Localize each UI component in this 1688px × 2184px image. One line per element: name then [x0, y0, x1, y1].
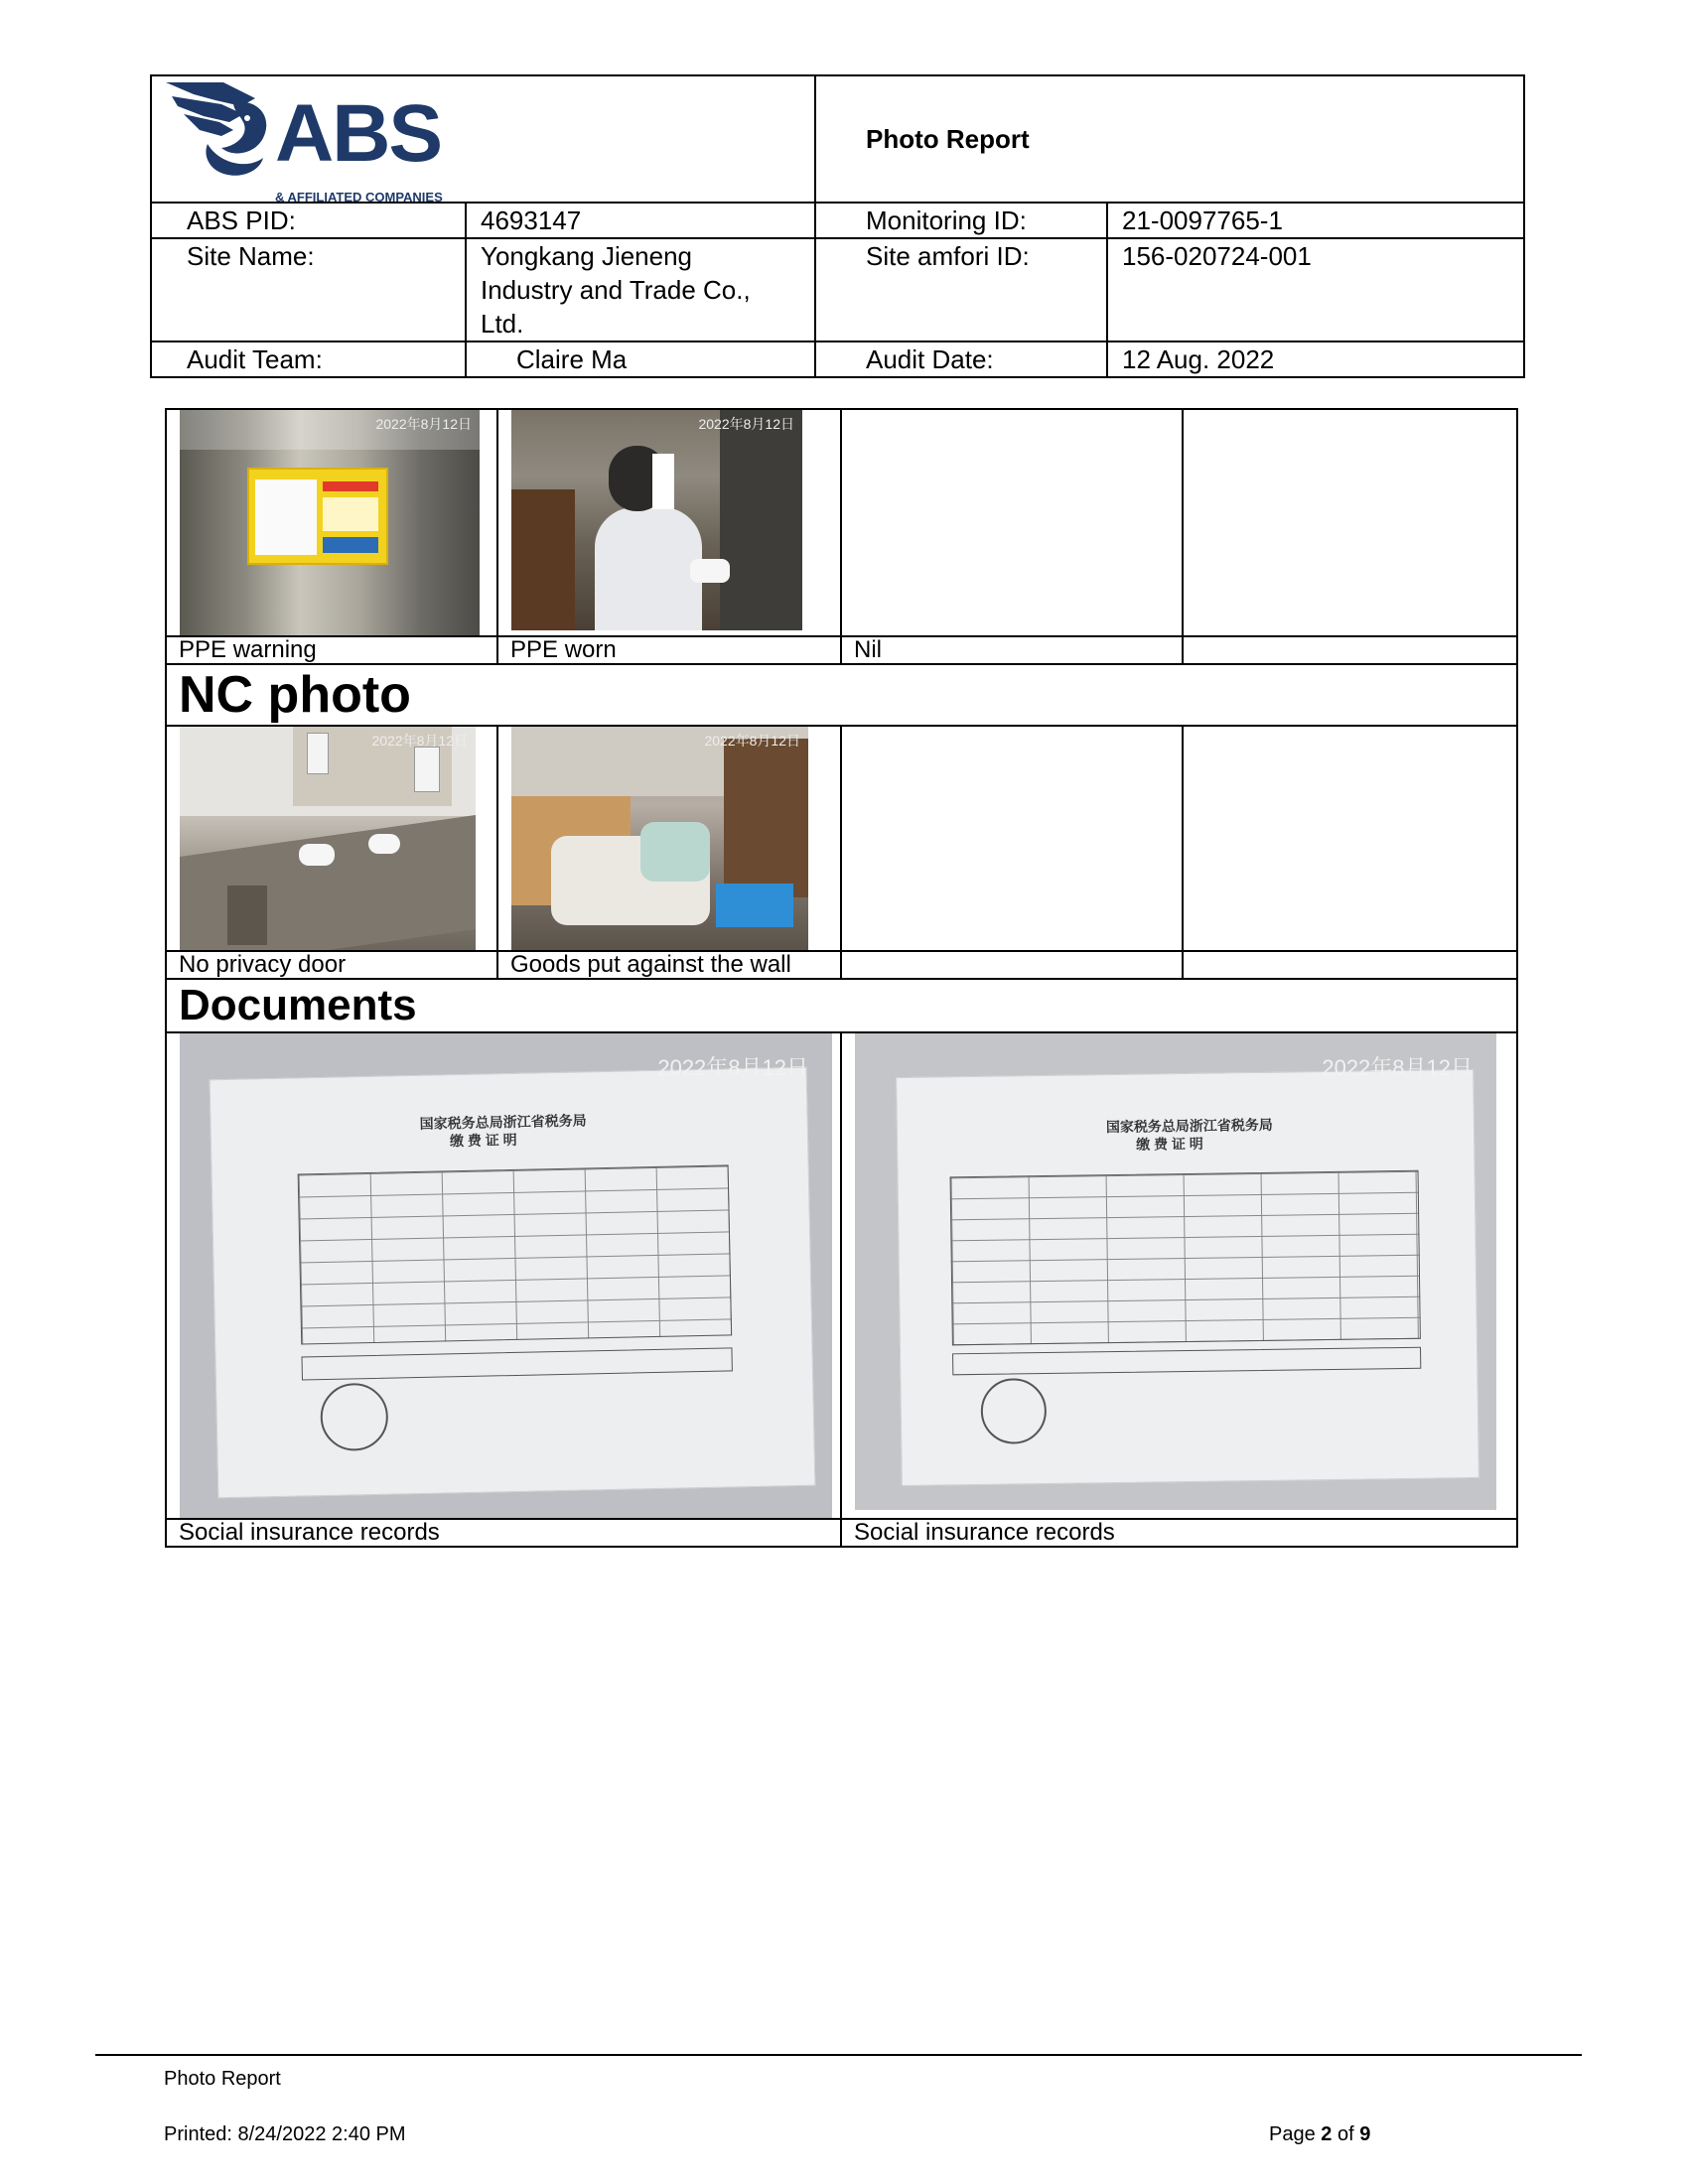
abs-logo — [164, 78, 472, 205]
face-redaction-box — [652, 454, 674, 509]
photo-cell-empty — [1183, 726, 1517, 951]
abs-pid-label: ABS PID: — [151, 203, 466, 238]
photo-caption: Nil — [841, 636, 1183, 664]
documents-heading: Documents — [166, 979, 1517, 1032]
photo-date-stamp: 2022年8月12日 — [1322, 1055, 1473, 1080]
audit-date-label: Audit Date: — [815, 341, 1107, 377]
site-name-label: Site Name: — [151, 238, 466, 341]
document-title: 国家税务总局浙江省税务局 — [1105, 1116, 1273, 1136]
photo-caption: PPE warning — [166, 636, 497, 664]
photo-date-stamp: 2022年8月12日 — [371, 733, 468, 749]
photo-cell-empty — [841, 726, 1183, 951]
squat-toilet-icon — [299, 844, 335, 866]
logo-text: ABS — [275, 88, 442, 179]
photo-caption — [1183, 951, 1517, 979]
audit-date-value: 12 Aug. 2022 — [1107, 341, 1524, 377]
goods-against-wall-photo — [511, 727, 808, 950]
social-insurance-document-photo — [180, 1033, 832, 1518]
photo-date-stamp: 2022年8月12日 — [375, 416, 472, 432]
photo-cell — [166, 409, 497, 636]
document-subtitle: 缴 费 证 明 — [1136, 1135, 1203, 1153]
site-amfori-id-value: 156-020724-001 — [1107, 238, 1524, 341]
photo-cell — [497, 726, 841, 951]
photo-caption: Social insurance records — [166, 1519, 841, 1547]
warning-sign-icon — [247, 468, 388, 565]
photo-caption: PPE worn — [497, 636, 841, 664]
photo-cell — [166, 726, 497, 951]
no-privacy-door-photo — [180, 727, 476, 950]
photo-date-stamp: 2022年8月12日 — [704, 733, 800, 749]
photo-caption — [1183, 636, 1517, 664]
photo-caption — [841, 951, 1183, 979]
report-title: Photo Report — [815, 75, 1524, 203]
nc-photo-heading: NC photo — [166, 664, 1517, 726]
audit-team-value: Claire Ma — [466, 341, 815, 377]
monitoring-id-value: 21-0097765-1 — [1107, 203, 1524, 238]
header-table — [150, 74, 1525, 378]
logo-subtext: & AFFILIATED COMPANIES — [275, 190, 443, 205]
ppe-warning-photo — [180, 410, 480, 635]
page-number: Page 2 of 9 — [1269, 2123, 1371, 2145]
document-photo-cell — [166, 1032, 841, 1519]
audit-team-label: Audit Team: — [151, 341, 466, 377]
ppe-worn-photo — [511, 410, 802, 630]
worker-figure — [595, 507, 702, 630]
photo-date-stamp: 2022年8月12日 — [657, 1055, 808, 1080]
document-table — [298, 1164, 733, 1344]
footer-divider — [95, 2054, 1582, 2056]
logo-cell — [151, 75, 815, 203]
monitoring-id-label: Monitoring ID: — [815, 203, 1107, 238]
photo-caption: Social insurance records — [841, 1519, 1517, 1547]
photo-cell-empty — [1183, 409, 1517, 636]
printed-timestamp: Printed: 8/24/2022 2:40 PM — [164, 2123, 406, 2145]
official-seal-icon — [980, 1378, 1047, 1444]
site-name-value: Yongkang Jieneng Industry and Trade Co., Ltd. — [466, 238, 815, 341]
abs-pid-value: 4693147 — [466, 203, 815, 238]
photo-date-stamp: 2022年8月12日 — [698, 416, 794, 432]
document-subtitle: 缴 费 证 明 — [449, 1131, 517, 1150]
document-title: 国家税务总局浙江省税务局 — [419, 1112, 587, 1132]
squat-toilet-icon — [368, 834, 400, 854]
photo-caption: Goods put against the wall — [497, 951, 841, 979]
site-amfori-id-label: Site amfori ID: — [815, 238, 1107, 341]
document-photo-cell — [841, 1032, 1517, 1519]
footer-title: Photo Report — [164, 2068, 281, 2090]
photo-caption: No privacy door — [166, 951, 497, 979]
photo-cell-empty — [841, 409, 1183, 636]
official-seal-icon — [320, 1383, 388, 1451]
social-insurance-document-photo — [855, 1033, 1496, 1510]
document-table — [950, 1170, 1421, 1346]
photo-grid — [165, 408, 1518, 1548]
photo-cell — [497, 409, 841, 636]
